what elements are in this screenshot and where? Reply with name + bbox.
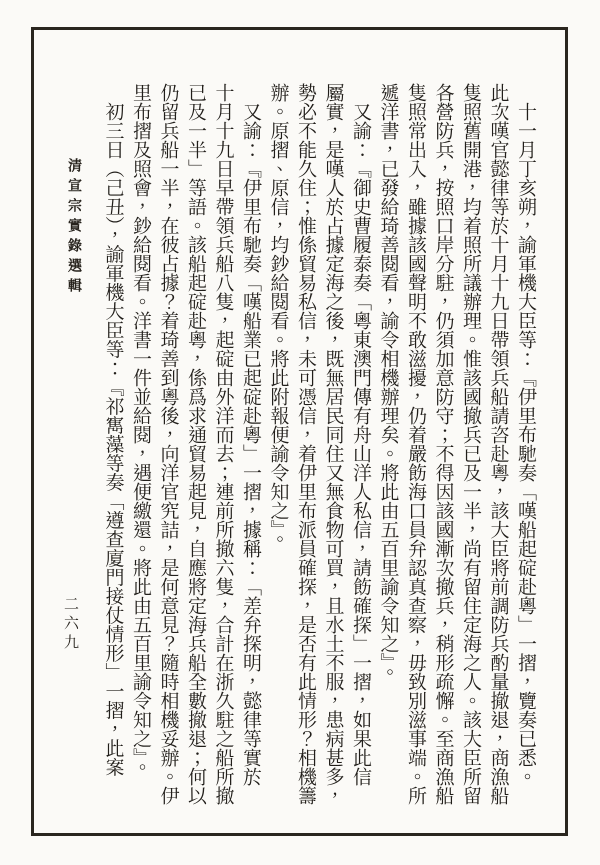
text-column-6: 遞洋書，已發給琦善閱看，諭令相機辦理矣。將此由五百里諭令知之』。: [377, 83, 400, 682]
text-column-10: 辦。原摺、原信，均鈔給閱看。將此附報便諭令知之』。: [267, 83, 290, 549]
main-text-block: [99, 83, 539, 831]
text-column-12: 十月十九日早帶領兵船八隻，起碇由外洋而去；連前所撤六隻，合計在浙久駐之船所撤: [212, 83, 235, 805]
text-column-4: 各營防兵，按照口岸分駐，仍須加意防守；不得因該國漸次撤兵，稍形疏懈。至商漁船: [432, 83, 455, 805]
text-column-8: 屬實，是嘆人於占據定海之後，既無居民同住又無食物可買，且水土不服，患病甚多，: [322, 83, 345, 805]
text-column-9: 勢必不能久住；惟係貿易私信，未可憑信，着伊里布派員確探，是否有此情形？相機籌: [295, 83, 317, 805]
page-number: 二六九: [62, 596, 80, 653]
text-column-14: 仍留兵船一半，在彼占據？着琦善到粵後，向洋官究詰，是何意見？隨時相機妥辦。伊: [157, 83, 180, 805]
text-column-3: 隻照舊開港，均着照所議辦理。惟該國撤兵已及一半，尚有留住定海之人。該大臣所留: [460, 83, 482, 805]
text-column-15: 里布摺及照會，鈔給閱看。洋書一件並給閱，遇便繳還。將此由五百里諭令知之』。: [130, 83, 152, 777]
text-column-5: 隻照常出入，雖據該國聲明不敢滋擾，仍着嚴飭海口員弁認真查察，毋致別滋事端。所: [405, 83, 427, 805]
text-column-1: 十一月丁亥朔，諭軍機大臣等：『伊里布馳奏「嘆船起碇赴粵」一摺，覽奏已悉。: [515, 102, 537, 786]
text-column-13: 已及一半」等語。該船起碇赴粵，係爲求通貿易起見，自應將定海兵船全數撤退；何以: [185, 83, 207, 805]
page-border-frame: [31, 27, 568, 836]
text-column-11: 又諭：『伊里布馳奏「嘆船業已起碇赴粵」一摺，據稱：「差弁探明，懿律等實於: [240, 102, 262, 786]
book-title: 清宣宗實錄選輯: [66, 158, 82, 298]
text-column-16: 初三日（己丑），諭軍機大臣等：『祁寯藻等奏「遵查廈門接仗情形」一摺，此案: [102, 102, 125, 777]
text-column-2: 此次嘆官懿律等於十月十九日帶領兵船請咨赴粵，該大臣將前調防兵酌量撤退，商漁船: [487, 83, 510, 805]
text-column-7: 又諭：『御史曹履泰奏「粵東澳門傳有舟山洋人私信，請飭確探」一摺，如果此信: [350, 102, 372, 786]
